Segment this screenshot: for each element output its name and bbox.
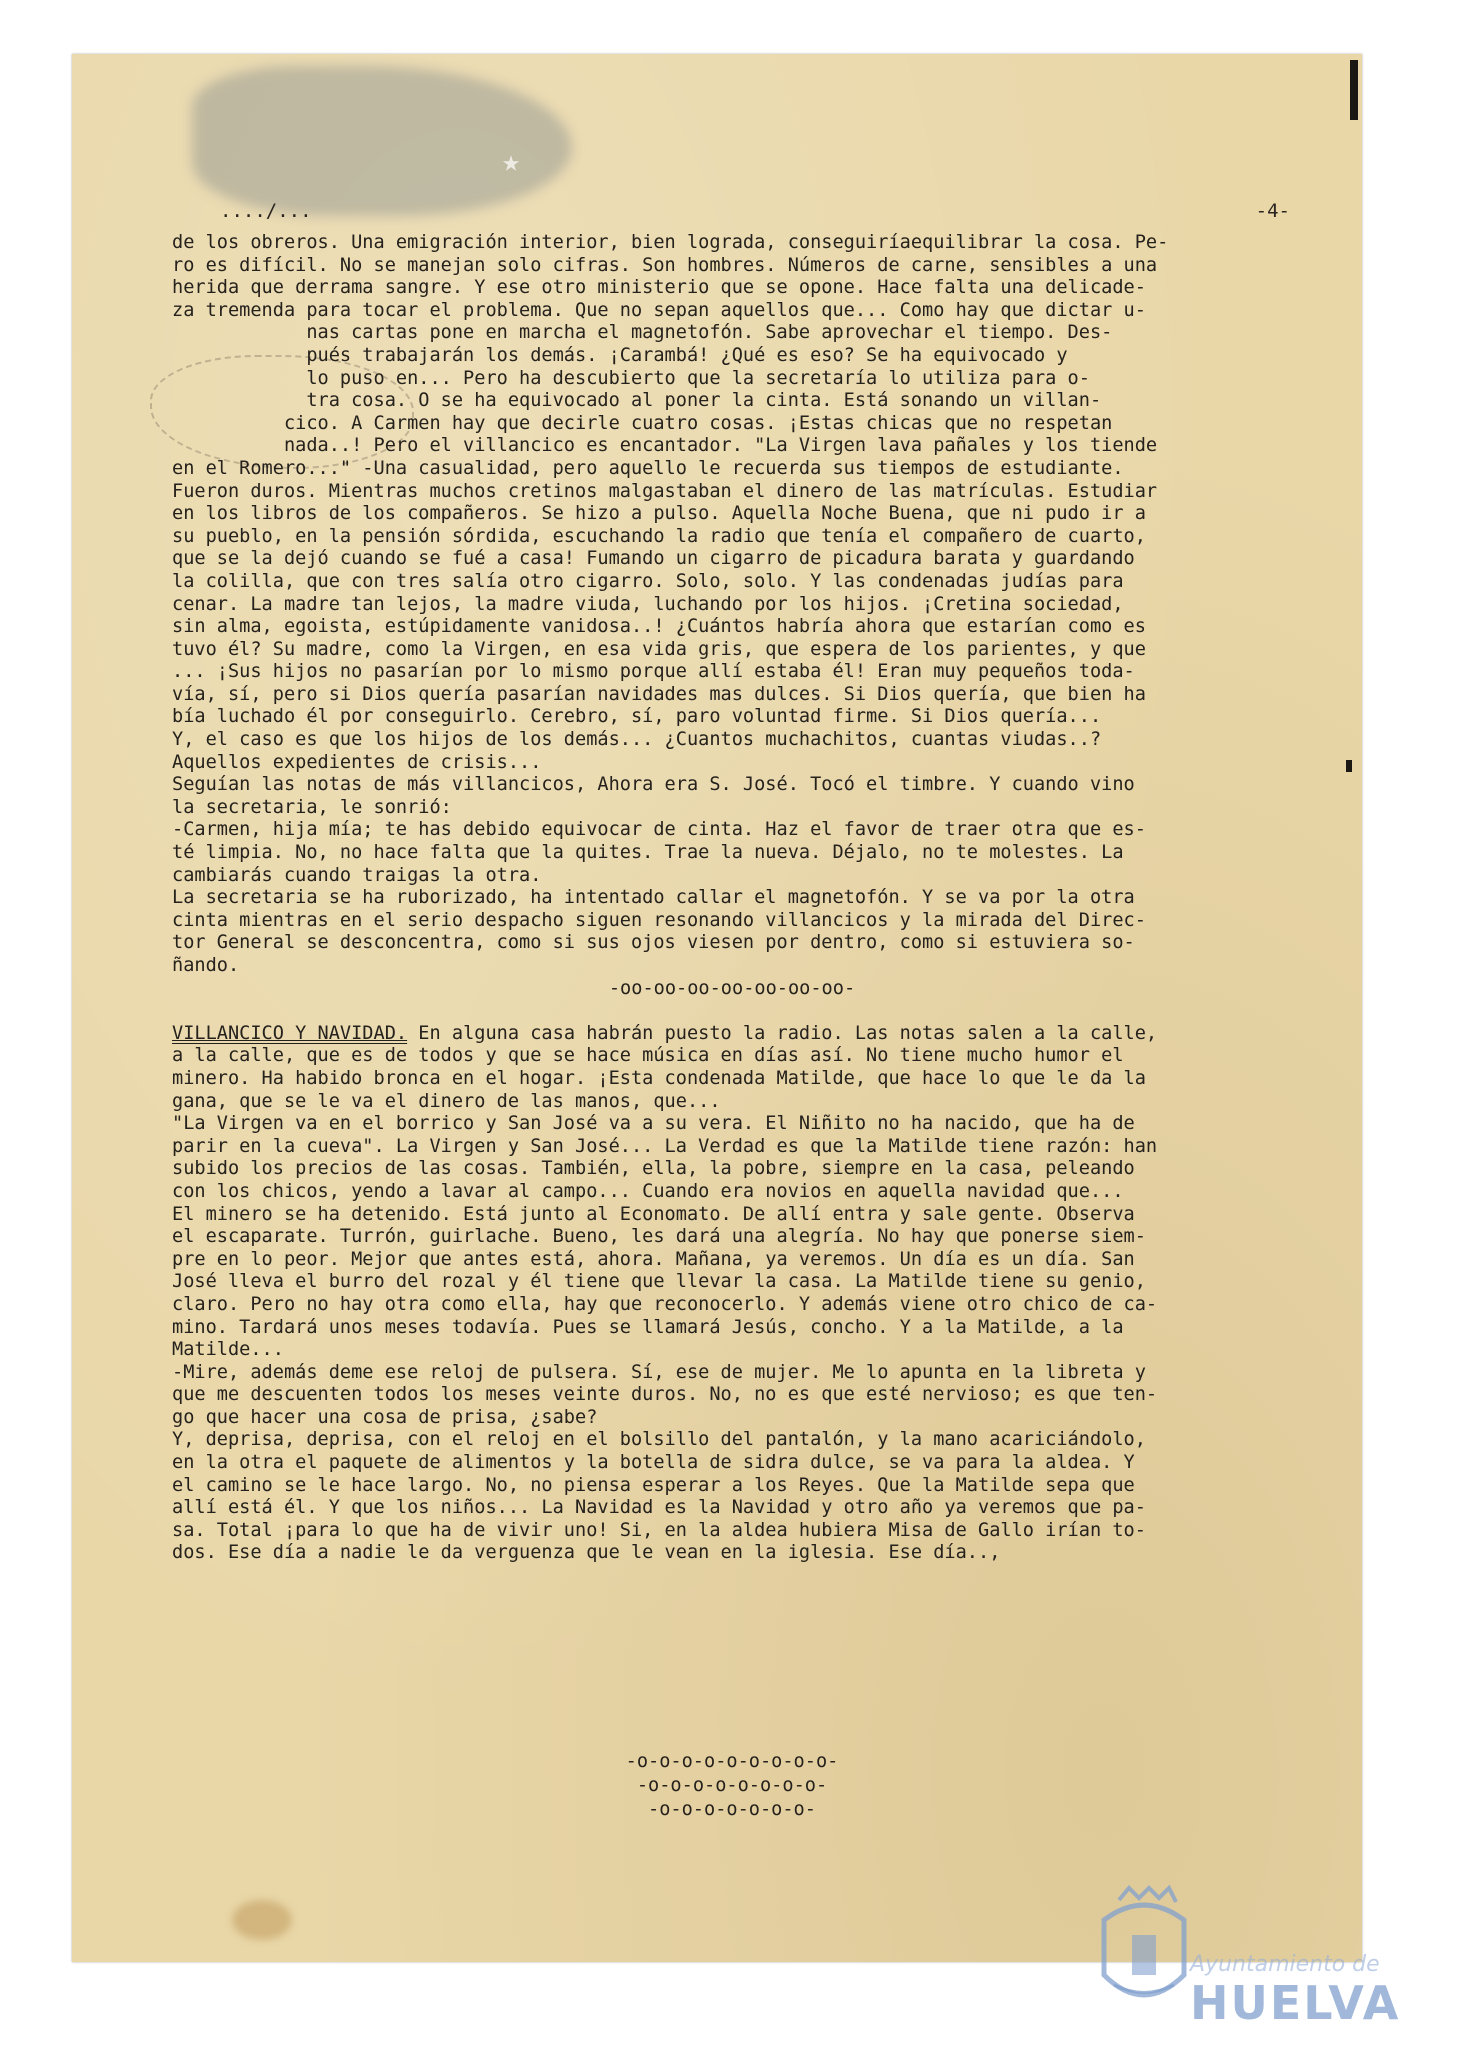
text-line: en los libros de los compañeros. Se hizo a pulso. Aquella Noche Buena, que ni pudo ir a <box>172 503 1146 525</box>
text-line: "La Virgen va en el borrico y San José va a su vera. El Niñito no ha nacido, que ha de <box>172 1113 1135 1135</box>
text-line: que se la dejó cuando se fué a casa! Fumando un cigarro de picadura barata y guardando <box>172 548 1135 570</box>
text-line: nada..! Pero el villancico es encantador. "La Virgen lava pañales y los tiende <box>172 435 1158 457</box>
text-line: José lleva el burro del rozal y él tiene que llevar la casa. La Matilde tiene su genio, <box>172 1271 1146 1293</box>
text-line: gana, que se le va el dinero de las manos, que... <box>172 1090 721 1112</box>
text-line <box>172 1000 1292 1023</box>
text-line: subido los precios de las cosas. También, ella, la pobre, siempre en la casa, peleando <box>172 1158 1135 1180</box>
text-line: su pueblo, en la pensión sórdida, escuchando la radio que tenía el compañero de cuarto, <box>172 525 1146 547</box>
text-line: pre en lo peor. Mejor que antes está, ahora. Mañana, ya veremos. Un día es un día. San <box>172 1248 1135 1270</box>
coat-of-arms-icon <box>1084 1880 1204 2020</box>
end-mark-line: -o-o-o-o-o-o-o-o-o- <box>625 1751 839 1772</box>
text-line: que me descuenten todos los meses veinte duros. No, no es que esté nervioso; es que ten- <box>172 1384 1158 1406</box>
text-line: en el Romero..." -Una casualidad, pero aquello le recuerda sus tiempos de estudiante. <box>172 457 1124 479</box>
section-first-line <box>172 1023 1292 1046</box>
text-line: herida que derrama sangre. Y ese otro ministerio que se opone. Hace falta una delicade- <box>172 277 1146 299</box>
text-line: la secretaria, le sonrió: <box>172 796 452 818</box>
text-line: cambiarás cuando traigas la otra. <box>172 864 542 886</box>
text-line: pués trabajarán los demás. ¡Carambá! ¿Qué es eso? Se ha equivocado y <box>172 344 1068 366</box>
page-number: -4- <box>1255 200 1290 222</box>
text-line: allí está él. Y que los niños... La Navidad es la Navidad y otro año ya veremos que pa- <box>172 1497 1146 1519</box>
text-line: cico. A Carmen hay que decirle cuatro cosas. ¡Estas chicas que no respetan <box>172 412 1113 434</box>
text-line: tra cosa. O se ha equivocado al poner la cinta. Está sonando un villan- <box>172 390 1102 412</box>
text-line: con los chicos, yendo a lavar al campo... Cuando era novios en aquella navidad que... <box>172 1180 1124 1202</box>
continuation-mark: ..../... <box>220 200 312 222</box>
end-marks <box>172 1750 1292 1822</box>
text-line: cenar. La madre tan lejos, la madre viuda, luchando por los hijos. ¡Cretina sociedad, <box>172 593 1124 615</box>
text-line: parir en la cueva". La Virgen y San José... La Verdad es que la Matilde tiene razón: han <box>172 1135 1158 1157</box>
text-line: lo puso en... Pero ha descubierto que la secretaría lo utiliza para o- <box>172 367 1090 389</box>
text-line: el escaparate. Turrón, guirlache. Bueno, les dará una alegría. No hay que ponerse siem- <box>172 1226 1146 1248</box>
text-line: de los obreros. Una emigración interior, bien lograda, conseguiríaequilibrar la cosa. Pe- <box>172 232 1169 253</box>
text-line: ñando. <box>172 955 240 976</box>
text-line: minero. Ha habido bronca en el hogar. ¡Esta condenada Matilde, que hace lo que le da la <box>172 1067 1146 1089</box>
text-line: Seguían las notas de más villancicos, Ahora era S. José. Tocó el timbre. Y cuando vino <box>172 774 1135 796</box>
text-line: claro. Pero no hay otra como ella, hay que reconocerlo. Y además viene otro chico de ca- <box>172 1293 1158 1315</box>
text-line: la colilla, que con tres salía otro cigarro. Solo, solo. Y las condenadas judías para <box>172 570 1124 592</box>
page-header <box>140 200 1290 230</box>
text-line: sin alma, egoista, estúpidamente vanidosa..! ¿Cuántos habría ahora que estarían como es <box>172 616 1146 638</box>
text-line: nas cartas pone en marcha el magnetofón. Sabe aprovechar el tiempo. Des- <box>172 322 1113 344</box>
archive-watermark <box>1080 1880 1401 2030</box>
edge-ink-mark <box>1350 60 1358 120</box>
text-line: El minero se ha detenido. Está junto al Economato. De allí entra y sale gente. Observa <box>172 1203 1135 1225</box>
text-line: En alguna casa habrán puesto la radio. Las notas salen a la calle, <box>407 1022 1158 1044</box>
ink-stain <box>192 66 572 216</box>
typed-text-body <box>172 232 1292 1565</box>
rust-spot <box>232 1900 292 1940</box>
text-line: cinta mientras en el serio despacho siguen resonando villancicos y la mirada del Direc- <box>172 909 1146 931</box>
text-line: tor General se desconcentra, como si sus ojos viesen por dentro, como si estuviera so- <box>172 932 1135 954</box>
text-line: Fueron duros. Mientras muchos cretinos malgastaban el dinero de las matrículas. Estudiar <box>172 480 1158 502</box>
watermark-subtitle: Ayuntamiento de <box>1190 1952 1380 1977</box>
end-mark-line: -o-o-o-o-o-o-o- <box>648 1799 816 1820</box>
text-line: bía luchado él por conseguirlo. Cerebro, sí, paro voluntad firme. Si Dios quería... <box>172 706 1102 728</box>
edge-ink-mark <box>1346 760 1352 772</box>
section-separator: -oo-oo-oo-oo-oo-oo-oo- <box>608 977 856 999</box>
star-icon: ★ <box>502 144 521 179</box>
text-line: en la otra el paquete de alimentos y la botella de sidra dulce, se va para la aldea. Y <box>172 1452 1135 1474</box>
text-line: dos. Ese día a nadie le da verguenza que le vean en la iglesia. Ese día.., <box>172 1542 1001 1564</box>
end-mark-line: -o-o-o-o-o-o-o-o- <box>636 1775 828 1796</box>
text-line: za tremenda para tocar el problema. Que no sepan aquellos que... Como hay que dictar u- <box>172 299 1146 321</box>
text-line: -Mire, además deme ese reloj de pulsera. Sí, ese de mujer. Me lo apunta en la libreta y <box>172 1361 1146 1383</box>
text-line: té limpia. No, no hace falta que la quites. Trae la nueva. Déjalo, no te molestes. La <box>172 842 1124 864</box>
text-line: go que hacer una cosa de prisa, ¿sabe? <box>172 1406 598 1428</box>
text-line: tuvo él? Su madre, como la Virgen, en esa vida gris, que espera de los parientes, y que <box>172 638 1146 660</box>
text-line: ... ¡Sus hijos no pasarían por lo mismo porque allí estaba él! Eran muy pequeños toda- <box>172 661 1135 683</box>
text-line: mino. Tardará unos meses todavía. Pues se llamará Jesús, concho. Y a la Matilde, a la <box>172 1316 1124 1338</box>
text-line: Y, deprisa, deprisa, con el reloj en el bolsillo del pantalón, y la mano acariciándolo, <box>172 1429 1146 1451</box>
text-line: Y, el caso es que los hijos de los demás... ¿Cuantos muchachitos, cuantas viudas..? <box>172 729 1102 751</box>
text-line: el camino se le hace largo. No, no piensa esperar a los Reyes. Que la Matilde sepa que <box>172 1474 1135 1496</box>
text-line: sa. Total ¡para lo que ha de vivir uno! Si, en la aldea hubiera Misa de Gallo irían to- <box>172 1519 1146 1541</box>
text-line: -Carmen, hija mía; te has debido equivocar de cinta. Haz el favor de traer otra que es- <box>172 819 1146 841</box>
text-line: Matilde... <box>172 1339 284 1361</box>
text-line: ro es difícil. No se manejan solo cifras. Son hombres. Números de carne, sensibles a una <box>172 254 1158 276</box>
text-line: a la calle, que es de todos y que se hace música en días así. No tiene mucho humor el <box>172 1045 1124 1067</box>
section-title: VILLANCICO Y NAVIDAD. <box>172 1022 408 1044</box>
text-line: Aquellos expedientes de crisis... <box>172 751 542 773</box>
text-line: La secretaria se ha ruborizado, ha intentado callar el magnetofón. Y se va por la otra <box>172 887 1135 909</box>
text-line: vía, sí, pero si Dios quería pasarían navidades mas dulces. Si Dios quería, que bien ha <box>172 683 1146 705</box>
watermark-title: HUELVA <box>1190 1976 1401 2030</box>
